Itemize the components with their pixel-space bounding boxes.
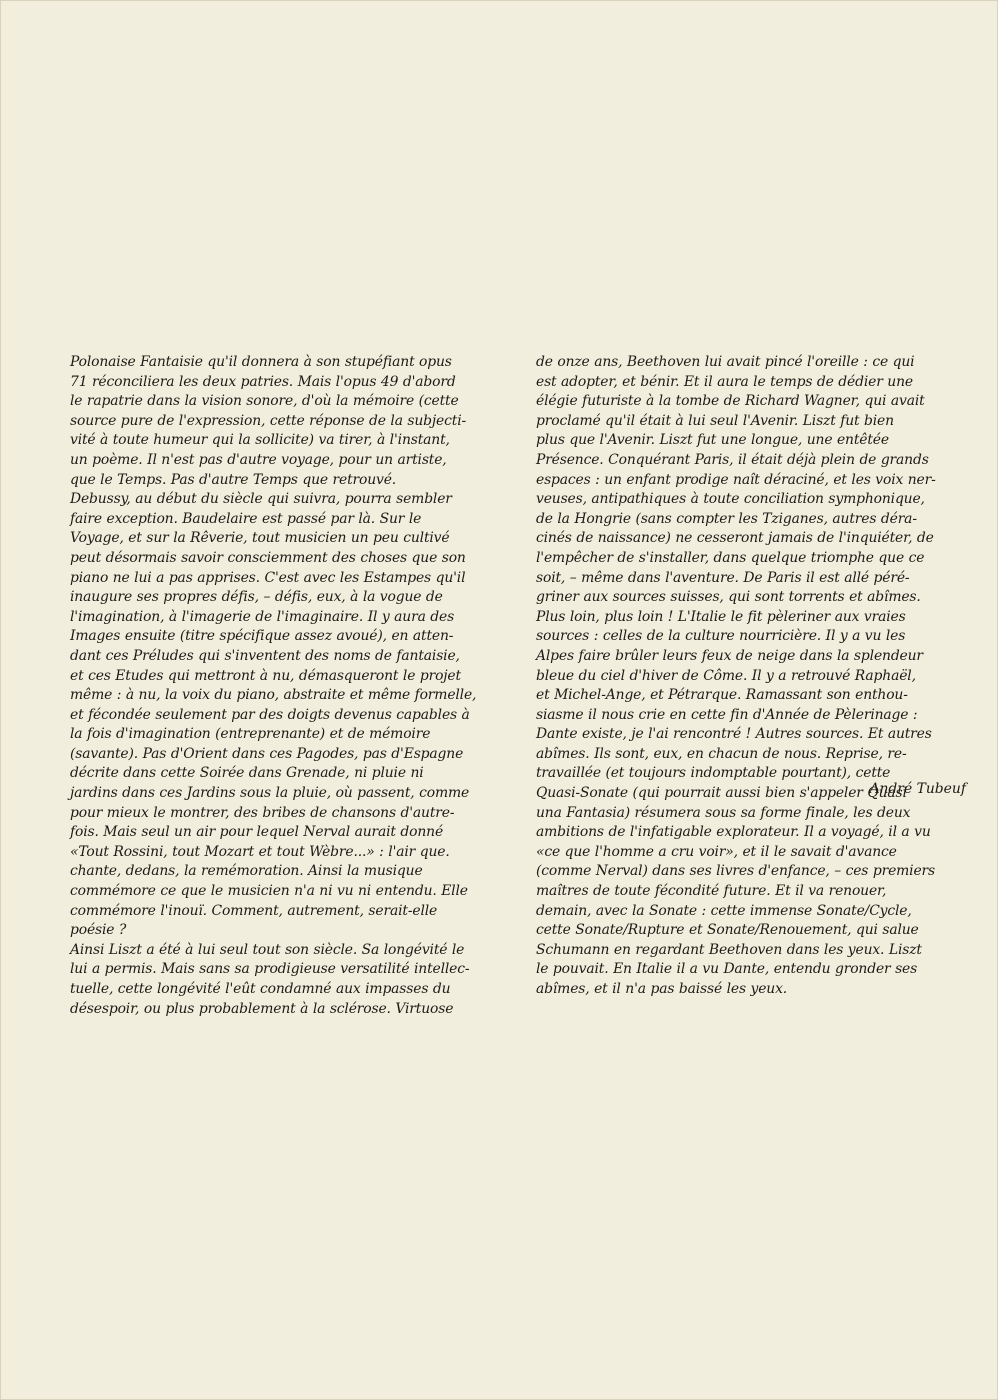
text-line: Plus loin, plus loin ! L'Italie le fit pèleriner aux vraies	[536, 608, 906, 625]
text-line: tuelle, cette longévité l'eût condamné aux impasses du	[70, 981, 451, 997]
text-line: de onze ans, Beethoven lui avait pincé l'oreille : ce qui	[536, 354, 915, 370]
text-column-right	[536, 353, 968, 1000]
text-line: 71 réconciliera les deux patries. Mais l'opus 49 d'abord	[70, 373, 456, 390]
text-line: Quasi-Sonate (qui pourrait aussi bien s'appeler Quasi	[536, 785, 907, 802]
text-line: Ainsi Liszt a été à lui seul tout son siècle. Sa longévité le	[70, 941, 465, 958]
paragraph	[536, 353, 968, 1000]
text-line: una Fantasia) résumera sous sa forme finale, les deux	[536, 804, 911, 821]
text-line: ambitions de l'infatigable explorateur. Il a voyagé, il a vu	[536, 824, 931, 841]
text-line: la fois d'imagination (entreprenante) et de mémoire	[70, 726, 431, 743]
text-line: même : à nu, la voix du piano, abstraite et même formelle,	[70, 687, 477, 704]
text-line: Debussy, au début du siècle qui suivra, pourra sembler	[70, 491, 452, 508]
text-line: commémore l'inouï. Comment, autrement, serait-elle	[70, 902, 438, 919]
paragraph	[70, 941, 502, 1019]
text-line: l'empêcher de s'installer, dans quelque triomphe que ce	[536, 549, 925, 566]
text-line: piano ne lui a pas apprises. C'est avec les Estampes qu'il	[70, 569, 466, 586]
text-line: Images ensuite (titre spécifique assez avoué), en atten-	[70, 628, 454, 645]
text-line: maîtres de toute fécondité future. Et il va renouer,	[536, 883, 887, 900]
text-line: cette Sonate/Rupture et Sonate/Renouement, qui salue	[536, 922, 919, 939]
text-line: Dante existe, je l'ai rencontré ! Autres sources. Et autres	[536, 726, 932, 743]
text-line: bleue du ciel d'hiver de Côme. Il y a retrouvé Raphaël,	[536, 667, 916, 684]
text-line: Schumann en regardant Beethoven dans les yeux. Liszt	[536, 941, 922, 958]
text-line: demain, avec la Sonate : cette immense Sonate/Cycle,	[536, 902, 912, 919]
text-line: de la Hongrie (sans compter les Tziganes, autres déra-	[536, 510, 917, 527]
text-line: espaces : un enfant prodige naît déraciné, et les voix ner-	[536, 471, 936, 488]
text-line: peut désormais savoir consciemment des choses que son	[70, 549, 466, 566]
text-line: décrite dans cette Soirée dans Grenade, ni pluie ni	[70, 765, 424, 782]
text-line: un poème. Il n'est pas d'autre voyage, pour un artiste,	[70, 451, 447, 468]
text-line: jardins dans ces Jardins sous la pluie, où passent, comme	[70, 785, 470, 802]
text-line: sources : celles de la culture nourricière. Il y a vu les	[536, 628, 906, 645]
text-line: poésie ?	[70, 922, 127, 939]
text-line: proclamé qu'il était à lui seul l'Avenir. Liszt fut bien	[536, 412, 894, 429]
text-line: et fécondée seulement par des doigts devenus capables à	[70, 706, 470, 723]
text-line: travaillée (et toujours indomptable pourtant), cette	[536, 765, 891, 782]
text-line: veuses, antipathiques à toute conciliation symphonique,	[536, 491, 925, 508]
text-line: est adopter, et bénir. Et il aura le temps de dédier une	[536, 373, 913, 390]
text-line: griner aux sources suisses, qui sont torrents et abîmes.	[536, 589, 921, 606]
text-line: chante, dedans, la remémoration. Ainsi la musique	[70, 863, 423, 880]
text-line: source pure de l'expression, cette réponse de la subjecti-	[70, 412, 467, 429]
text-line: Polonaise Fantaisie qu'il donnera à son stupéfiant opus	[70, 354, 452, 370]
text-line: Présence. Conquérant Paris, il était déjà plein de grands	[536, 451, 929, 468]
text-line: le rapatrie dans la vision sonore, d'où la mémoire (cette	[70, 393, 459, 410]
text-line: inaugure ses propres défis, – défis, eux, à la vogue de	[70, 589, 443, 606]
text-line: dant ces Préludes qui s'inventent des noms de fantaisie,	[70, 647, 460, 664]
text-line: plus que l'Avenir. Liszt fut une longue, une entêtée	[536, 432, 889, 449]
text-line: abîmes. Ils sont, eux, en chacun de nous. Reprise, re-	[536, 745, 907, 762]
text-line: désespoir, ou plus probablement à la sclérose. Virtuose	[70, 1000, 454, 1017]
text-line: que le Temps. Pas d'autre Temps que retrouvé.	[70, 471, 397, 488]
text-line: et ces Etudes qui mettront à nu, démasqueront le projet	[70, 667, 461, 684]
author-signature: André Tubeuf	[869, 781, 966, 797]
text-line: fois. Mais seul un air pour lequel Nerval aurait donné	[70, 824, 444, 841]
text-line: «ce que l'homme a cru voir», et il le savait d'avance	[536, 843, 897, 860]
text-line: l'imagination, à l'imagerie de l'imaginaire. Il y aura des	[70, 608, 455, 625]
text-column-left	[70, 353, 502, 1019]
text-line: Voyage, et sur la Rêverie, tout musicien un peu cultivé	[70, 530, 450, 547]
text-line: (savante). Pas d'Orient dans ces Pagodes, pas d'Espagne	[70, 745, 464, 762]
text-line: Alpes faire brûler leurs feux de neige dans la splendeur	[536, 647, 923, 664]
paragraph	[70, 490, 502, 941]
text-line: soit, – même dans l'aventure. De Paris il est allé péré-	[536, 569, 910, 586]
text-line: «Tout Rossini, tout Mozart et tout Wèbre...» : l'air que.	[70, 843, 450, 860]
text-line: abîmes, et il n'a pas baissé les yeux.	[536, 981, 788, 997]
text-line: pour mieux le montrer, des bribes de chansons d'autre-	[70, 804, 455, 821]
text-line: siasme il nous crie en cette fin d'Année de Pèlerinage :	[536, 706, 918, 723]
text-line: (comme Nerval) dans ses livres d'enfance, – ces premiers	[536, 863, 935, 880]
paragraph	[70, 353, 502, 490]
text-line: vité à toute humeur qui la sollicite) va tirer, à l'instant,	[70, 432, 450, 449]
text-line: élégie futuriste à la tombe de Richard Wagner, qui avait	[536, 393, 925, 410]
text-line: faire exception. Baudelaire est passé par là. Sur le	[70, 510, 422, 527]
text-line: et Michel-Ange, et Pétrarque. Ramassant son enthou-	[536, 687, 908, 704]
text-line: commémore ce que le musicien n'a ni vu ni entendu. Elle	[70, 883, 468, 900]
text-line: le pouvait. En Italie il a vu Dante, entendu gronder ses	[536, 961, 918, 978]
text-line: cinés de naissance) ne cesseront jamais de l'inquiéter, de	[536, 530, 934, 547]
text-line: lui a permis. Mais sans sa prodigieuse versatilité intellec-	[70, 961, 470, 978]
